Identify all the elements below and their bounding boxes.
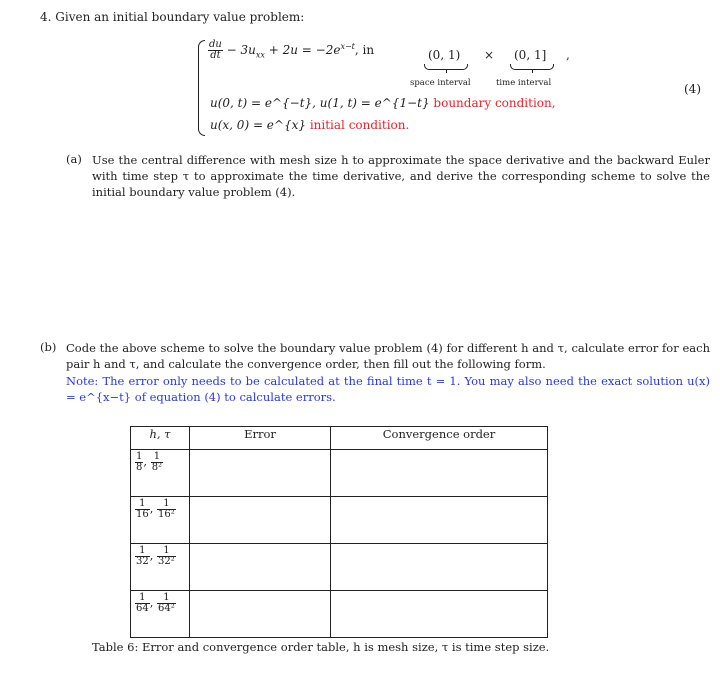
boundary-condition: u(0, t) = e^{−t}, u(1, t) = e^{1−t} boundary condition, xyxy=(210,96,556,110)
error-cell[interactable] xyxy=(190,450,331,497)
header-convergence-order: Convergence order xyxy=(331,427,548,450)
table-row xyxy=(131,544,548,591)
table-row xyxy=(131,591,548,638)
h-tau-cell: $\frac{1}{64}$ , $\frac{1}{\text{64²}}$ xyxy=(131,591,190,638)
h-tau-cell: $\frac{1}{8}$ , $\frac{1}{\text{8²}}$ xyxy=(131,450,190,497)
h-tau-cell: $\frac{1}{32}$ , $\frac{1}{\text{32²}}$ xyxy=(131,544,190,591)
header-h-tau: h, τ xyxy=(131,427,190,450)
part-b-label: (b) xyxy=(40,340,57,354)
header-error: Error xyxy=(190,427,331,450)
time-underbrace xyxy=(510,64,554,70)
du-dt-fraction: $\frac{du}{dt}$ xyxy=(209,39,222,61)
error-cell[interactable] xyxy=(190,591,331,638)
part-b-text: Code the above scheme to solve the boundary value problem (4) for different h and τ, calculate error for each pair h and τ, and calculate the convergence order, then fill out the following form. xyxy=(66,341,710,371)
boundary-condition-label: boundary condition, xyxy=(433,96,556,110)
table-row xyxy=(131,497,548,544)
initial-condition-label: initial condition. xyxy=(309,118,410,132)
part-b-note: Note: The error only needs to be calculated at the final time t = 1. You may also need the exact solution u(x) = e^{x−t} of equation (4) to calculate errors. xyxy=(66,374,710,404)
error-cell[interactable] xyxy=(190,544,331,591)
error-table xyxy=(130,426,548,638)
initial-condition: u(x, 0) = e^{x} initial condition. xyxy=(210,118,410,132)
convergence-cell[interactable] xyxy=(331,591,548,638)
error-cell[interactable] xyxy=(190,497,331,544)
part-a-text: Use the central difference with mesh size h to approximate the space derivative and the backward Euler with time step τ to approximate the time derivative, and derive the corresponding scheme to solve the initial boundary value problem (4). xyxy=(92,153,710,199)
table-row xyxy=(131,450,548,497)
space-interval-label: space interval xyxy=(410,78,471,88)
h-tau-cell: $\frac{1}{16}$ , $\frac{1}{\text{16²}}$ xyxy=(131,497,190,544)
trailing-comma: , xyxy=(566,48,570,62)
cross-symbol: × xyxy=(484,48,495,62)
time-interval-label: time interval xyxy=(496,78,552,88)
equation-number: (4) xyxy=(684,82,701,96)
system-brace xyxy=(198,40,205,136)
part-a-label: (a) xyxy=(66,152,82,166)
pde-equation: $\frac{du}{dt}$ − $3u_{xx} + 2u = -2e^{x-t}$, in xyxy=(209,39,375,61)
space-domain: (0, 1) xyxy=(428,48,461,62)
problem-title: 4. Given an initial boundary value problem: xyxy=(40,10,305,24)
table-caption: Table 6: Error and convergence order table, h is mesh size, τ is time step size. xyxy=(92,640,550,654)
convergence-cell[interactable] xyxy=(331,544,548,591)
convergence-cell[interactable] xyxy=(331,497,548,544)
space-underbrace xyxy=(424,64,468,70)
convergence-cell[interactable] xyxy=(331,450,548,497)
time-domain: (0, 1] xyxy=(514,48,547,62)
table-header-row xyxy=(131,427,548,450)
